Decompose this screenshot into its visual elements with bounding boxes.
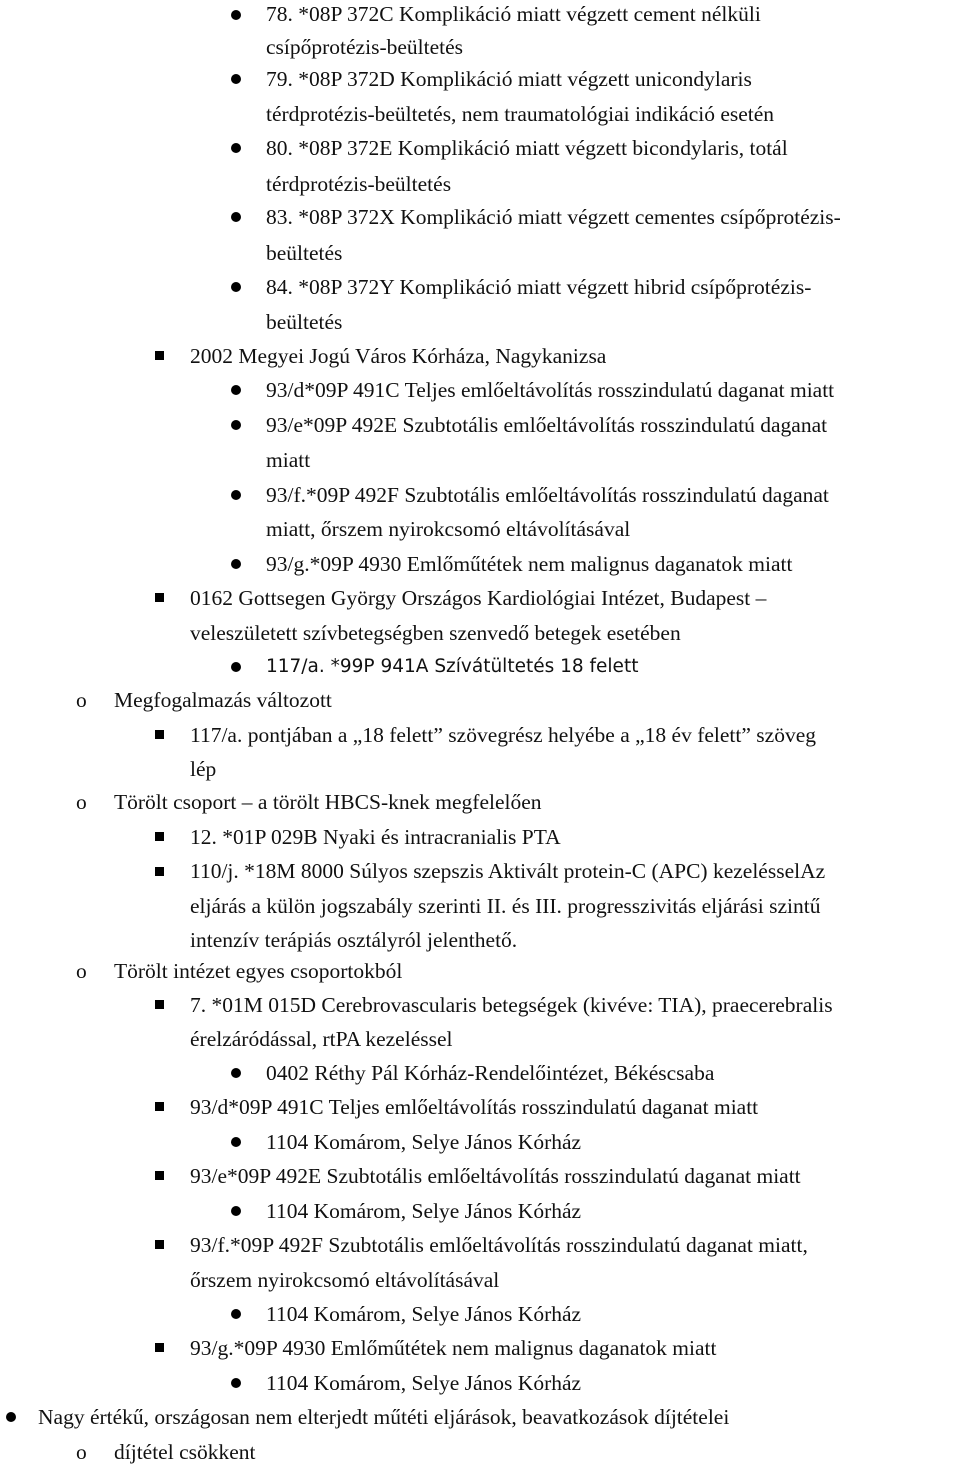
list-item: 0402 Réthy Pál Kórház-Rendelőintézet, Békéscsaba bbox=[266, 1061, 715, 1085]
list-item: 1104 Komárom, Selye János Kórház bbox=[266, 1302, 582, 1326]
list-item: 79. *08P 372D Komplikáció miatt végzett unicondylaris bbox=[266, 67, 752, 91]
square-bullet bbox=[155, 1000, 164, 1009]
ring-bullet: o bbox=[76, 1440, 87, 1464]
list-item: veleszületett szívbetegségben szenvedő betegek esetében bbox=[190, 621, 681, 645]
bullet bbox=[231, 385, 241, 395]
list-item: 84. *08P 372Y Komplikáció miatt végzett hibrid csípőprotézis- bbox=[266, 275, 812, 299]
square-bullet bbox=[155, 730, 164, 739]
bullet bbox=[231, 74, 241, 84]
bullet bbox=[231, 1068, 241, 1078]
square-bullet bbox=[155, 351, 164, 360]
bullet bbox=[231, 1309, 241, 1319]
ring-bullet: o bbox=[76, 959, 87, 983]
bullet bbox=[231, 420, 241, 430]
list-item: csípőprotézis-beültetés bbox=[266, 35, 464, 59]
list-item: 93/d*09P 491C Teljes emlőeltávolítás rosszindulatú daganat miatt bbox=[190, 1095, 759, 1119]
bullet bbox=[231, 1378, 241, 1388]
bullet bbox=[6, 1412, 16, 1422]
list-item: 2002 Megyei Jogú Város Kórháza, Nagykanizsa bbox=[190, 344, 607, 368]
bullet bbox=[231, 143, 241, 153]
square-bullet bbox=[155, 593, 164, 602]
list-item: 12. *01P 029B Nyaki és intracranialis PTA bbox=[190, 825, 561, 849]
list-item: 80. *08P 372E Komplikáció miatt végzett bicondylaris, totál bbox=[266, 136, 788, 160]
bullet bbox=[231, 1137, 241, 1147]
list-item: díjtétel csökkent bbox=[114, 1440, 256, 1464]
list-item: 83. *08P 372X Komplikáció miatt végzett cementes csípőprotézis- bbox=[266, 205, 841, 229]
square-bullet bbox=[155, 1171, 164, 1180]
list-item: 117/a. *99P 941A Szívátültetés 18 felett bbox=[266, 656, 639, 677]
list-item: 93/d*09P 491C Teljes emlőeltávolítás rosszindulatú daganat miatt bbox=[266, 378, 835, 402]
square-bullet bbox=[155, 832, 164, 841]
list-item: miatt bbox=[266, 448, 311, 472]
list-item: térdprotézis-beültetés, nem traumatológiai indikáció esetén bbox=[266, 102, 775, 126]
bullet bbox=[231, 1206, 241, 1216]
list-item: 117/a. pontjában a „18 felett” szövegrész helyébe a „18 év felett” szöveg bbox=[190, 723, 816, 747]
list-item: térdprotézis-beültetés bbox=[266, 172, 452, 196]
list-item: 78. *08P 372C Komplikáció miatt végzett cement nélküli bbox=[266, 2, 761, 26]
list-item: érelzáródással, rtPA kezeléssel bbox=[190, 1027, 453, 1051]
bullet bbox=[231, 662, 241, 672]
list-item: beültetés bbox=[266, 241, 343, 265]
list-item: 93/g.*09P 4930 Emlőműtétek nem malignus daganatok miatt bbox=[190, 1336, 717, 1360]
list-item: 93/f.*09P 492F Szubtotális emlőeltávolítás rosszindulatú daganat miatt, bbox=[190, 1233, 808, 1257]
square-bullet bbox=[155, 1240, 164, 1249]
square-bullet bbox=[155, 867, 164, 876]
list-item: Nagy értékű, országosan nem elterjedt műtéti eljárások, beavatkozások díjtételei bbox=[38, 1405, 730, 1429]
list-item: lép bbox=[190, 757, 217, 781]
list-item: Törölt intézet egyes csoportokból bbox=[114, 959, 403, 983]
list-item: eljárás a külön jogszabály szerinti II. és III. progresszivitás eljárási szintű bbox=[190, 894, 821, 918]
list-item: miatt, őrszem nyirokcsomó eltávolításával bbox=[266, 517, 631, 541]
list-item: Megfogalmazás változott bbox=[114, 688, 332, 712]
list-item: 93/e*09P 492E Szubtotális emlőeltávolítás rosszindulatú daganat bbox=[266, 413, 828, 437]
ring-bullet: o bbox=[76, 688, 87, 712]
list-item: 110/j. *18M 8000 Súlyos szepszis Aktivált protein-C (APC) kezelésselAz bbox=[190, 859, 826, 883]
list-item: 93/e*09P 492E Szubtotális emlőeltávolítás rosszindulatú daganat miatt bbox=[190, 1164, 801, 1188]
square-bullet bbox=[155, 1343, 164, 1352]
list-item: 0162 Gottsegen György Országos Kardiológiai Intézet, Budapest – bbox=[190, 586, 767, 610]
list-item: 1104 Komárom, Selye János Kórház bbox=[266, 1130, 582, 1154]
list-item: 93/g.*09P 4930 Emlőműtétek nem malignus daganatok miatt bbox=[266, 552, 793, 576]
ring-bullet: o bbox=[76, 790, 87, 814]
bullet bbox=[231, 282, 241, 292]
list-item: 7. *01M 015D Cerebrovascularis betegségek (kivéve: TIA), praecerebralis bbox=[190, 993, 833, 1017]
bullet bbox=[231, 490, 241, 500]
bullet bbox=[231, 10, 241, 20]
bullet bbox=[231, 559, 241, 569]
list-item: 1104 Komárom, Selye János Kórház bbox=[266, 1371, 582, 1395]
list-item: 93/f.*09P 492F Szubtotális emlőeltávolítás rosszindulatú daganat bbox=[266, 483, 829, 507]
list-item: Törölt csoport – a törölt HBCS-knek megfelelően bbox=[114, 790, 542, 814]
list-item: beültetés bbox=[266, 310, 343, 334]
square-bullet bbox=[155, 1102, 164, 1111]
bullet bbox=[231, 212, 241, 222]
list-item: őrszem nyirokcsomó eltávolításával bbox=[190, 1268, 500, 1292]
list-item: intenzív terápiás osztályról jelenthető. bbox=[190, 928, 518, 952]
list-item: 1104 Komárom, Selye János Kórház bbox=[266, 1199, 582, 1223]
